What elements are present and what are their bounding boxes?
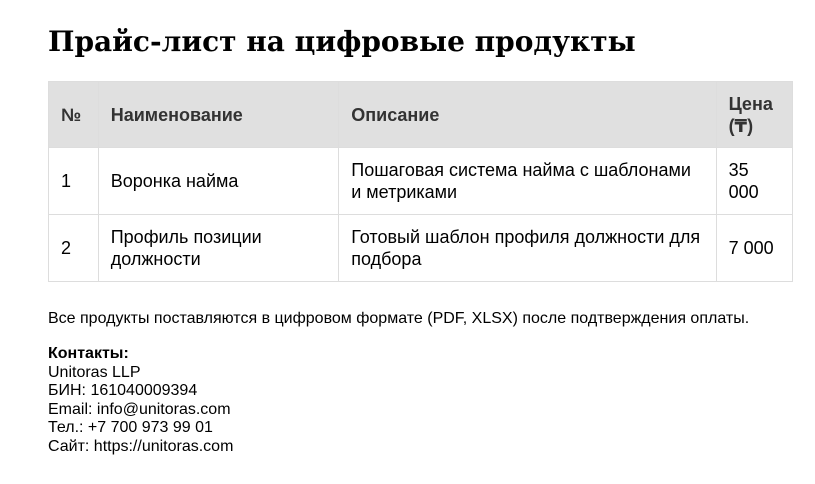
product-name: Профиль позиции должности: [98, 215, 339, 282]
product-description: Готовый шаблон профиля должности для подбора: [339, 215, 716, 282]
table-row: [49, 215, 793, 282]
header-price: Цена (₸): [716, 82, 792, 148]
contact-email: Email: info@unitoras.com: [48, 400, 231, 418]
header-name: Наименование: [98, 82, 339, 148]
table-header-row: [49, 82, 793, 148]
product-description: Пошаговая система найма с шаблонами и метриками: [339, 148, 716, 215]
product-price: 7 000: [716, 215, 792, 282]
table-row: [49, 148, 793, 215]
product-name: Воронка найма: [98, 148, 339, 215]
price-table-header: [49, 82, 793, 148]
contacts-block: [48, 345, 233, 457]
company-name: Unitoras LLP: [48, 363, 141, 381]
row-number: 2: [49, 215, 99, 282]
row-number: 1: [49, 148, 99, 215]
company-bin: БИН: 161040009394: [48, 382, 198, 400]
price-table: [48, 81, 793, 282]
price-table-body: [49, 148, 793, 282]
contact-phone: Тел.: +7 700 973 99 01: [48, 419, 213, 437]
contact-website: Сайт: https://unitoras.com: [48, 437, 234, 455]
header-number: №: [49, 82, 99, 148]
header-description: Описание: [339, 82, 716, 148]
page-title: Прайс-лист на цифровые продукты: [48, 25, 636, 58]
product-price: 35 000: [716, 148, 792, 215]
delivery-note: Все продукты поставляются в цифровом формате (PDF, XLSX) после подтверждения оплаты.: [48, 310, 750, 327]
contacts-heading: Контакты:: [48, 345, 129, 362]
